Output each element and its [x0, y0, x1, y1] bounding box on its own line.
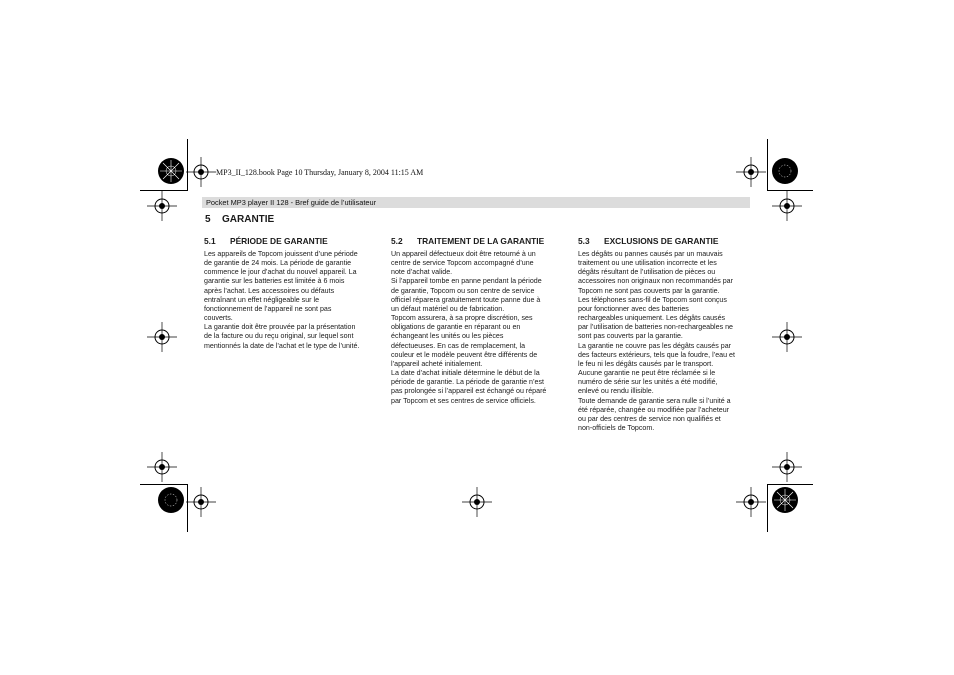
registration-target-icon	[147, 322, 177, 352]
star-target-icon	[771, 157, 799, 185]
registration-target-icon	[462, 487, 492, 517]
paragraph: La garantie doit être prouvée par la présentation de la facture ou du reçu original, sur lequel sont mentionnés la date de l’achat et le type de l’unité.	[204, 323, 360, 350]
paragraph: La date d’achat initiale détermine le début de la période de garantie. La période de garantie n’est pas prolongée si l’appareil est échangé ou réparé par Topcom et ses centres de service officiels.	[391, 369, 547, 405]
subsection-heading	[578, 236, 754, 250]
column-warranty-handling	[391, 236, 567, 406]
paragraph: Les appareils de Topcom jouissent d’une période de garantie de 24 mois. La période de garantie commence le jour d’achat du nouvel appareil. La garantie sur les batteries est limitée à 6 mois après l’achat. Les accessoires ou défauts entraînant un effet négligeable sur le fonctionnement de l’appareil ne sont pas couverts.	[204, 250, 358, 323]
crop-mark-tr-v	[767, 139, 768, 191]
paragraph: Les dégâts ou pannes causés par un mauvais traitement ou une utilisation incorrecte et les dégâts résultant de l’utilisation de pièces ou accessoires non originaux non recommandés par Topcom ne sont pas couverts par la garantie.	[578, 250, 733, 295]
star-target-icon	[771, 486, 799, 514]
subsection-title: PÉRIODE DE GARANTIE	[230, 236, 328, 246]
crop-mark-bl-h	[140, 484, 188, 485]
paragraph: Un appareil défectueux doit être retourné à un centre de service Topcom accompagné d’une note d’achat valide.	[391, 250, 536, 277]
paragraph: La garantie ne couvre pas les dégâts causés par des facteurs extérieurs, tels que la foudre, l’eau et le feu ni les dégâts causés par le transport.	[578, 341, 735, 368]
column-warranty-exclusions	[578, 236, 754, 433]
paragraph: Toute demande de garantie sera nulle si l’unité a été réparée, changée ou modifiée par l’acheteur ou par des centres de service non qualifiés et non-officiels de Topcom.	[578, 396, 731, 432]
registration-target-icon	[772, 191, 802, 221]
running-header-text: Pocket MP3 player II 128 - Bref guide de l’utilisateur	[206, 198, 377, 207]
book-file-info: MP3_II_128.book Page 10 Thursday, January 8, 2004 11:15 AM	[216, 168, 424, 177]
subsection-heading	[391, 236, 567, 250]
registration-target-icon	[736, 487, 766, 517]
registration-target-icon	[186, 157, 216, 187]
subsection-number: 5.3	[578, 236, 590, 246]
section-title: GARANTIE	[222, 214, 275, 225]
subsection-number: 5.2	[391, 236, 403, 246]
subsection-title: TRAITEMENT DE LA GARANTIE	[417, 236, 545, 246]
crop-mark-br-v	[767, 484, 768, 532]
registration-target-icon	[147, 191, 177, 221]
star-target-icon	[157, 157, 185, 185]
registration-target-icon	[736, 157, 766, 187]
star-target-icon	[157, 486, 185, 514]
registration-target-icon	[147, 452, 177, 482]
registration-target-icon	[772, 452, 802, 482]
paragraph: Si l’appareil tombe en panne pendant la période de garantie, Topcom ou son centre de service officiel réparera gratuitement toute panne due à un défaut matériel ou de fabrication.	[391, 277, 542, 313]
section-number: 5	[205, 214, 211, 225]
paragraph: Topcom assurera, à sa propre discrétion, ses obligations de garantie en réparant ou en échangeant les unités ou les pièces défectueuses. En cas de remplacement, la couleur et le modèle peuvent être différents de l’appareil acheté initialement.	[391, 314, 538, 368]
subsection-number: 5.1	[204, 236, 216, 246]
section-heading	[205, 214, 274, 225]
paragraph: Aucune garantie ne peut être réclamée si le numéro de série sur les unités a été modifié, enlevé ou rendu illisible.	[578, 369, 718, 396]
registration-target-icon	[772, 322, 802, 352]
subsection-heading	[204, 236, 380, 250]
subsection-title: EXCLUSIONS DE GARANTIE	[604, 236, 719, 246]
running-header	[202, 197, 750, 208]
registration-target-icon	[186, 487, 216, 517]
paragraph: Les téléphones sans-fil de Topcom sont conçus pour fonctionner avec des batteries rechargeables uniquement. Les dégâts causés par l’utilisation de batteries non-rechargeables ne sont pas couverts par la garantie.	[578, 295, 733, 341]
column-warranty-period	[204, 236, 380, 351]
crop-mark-br-h	[767, 484, 813, 485]
